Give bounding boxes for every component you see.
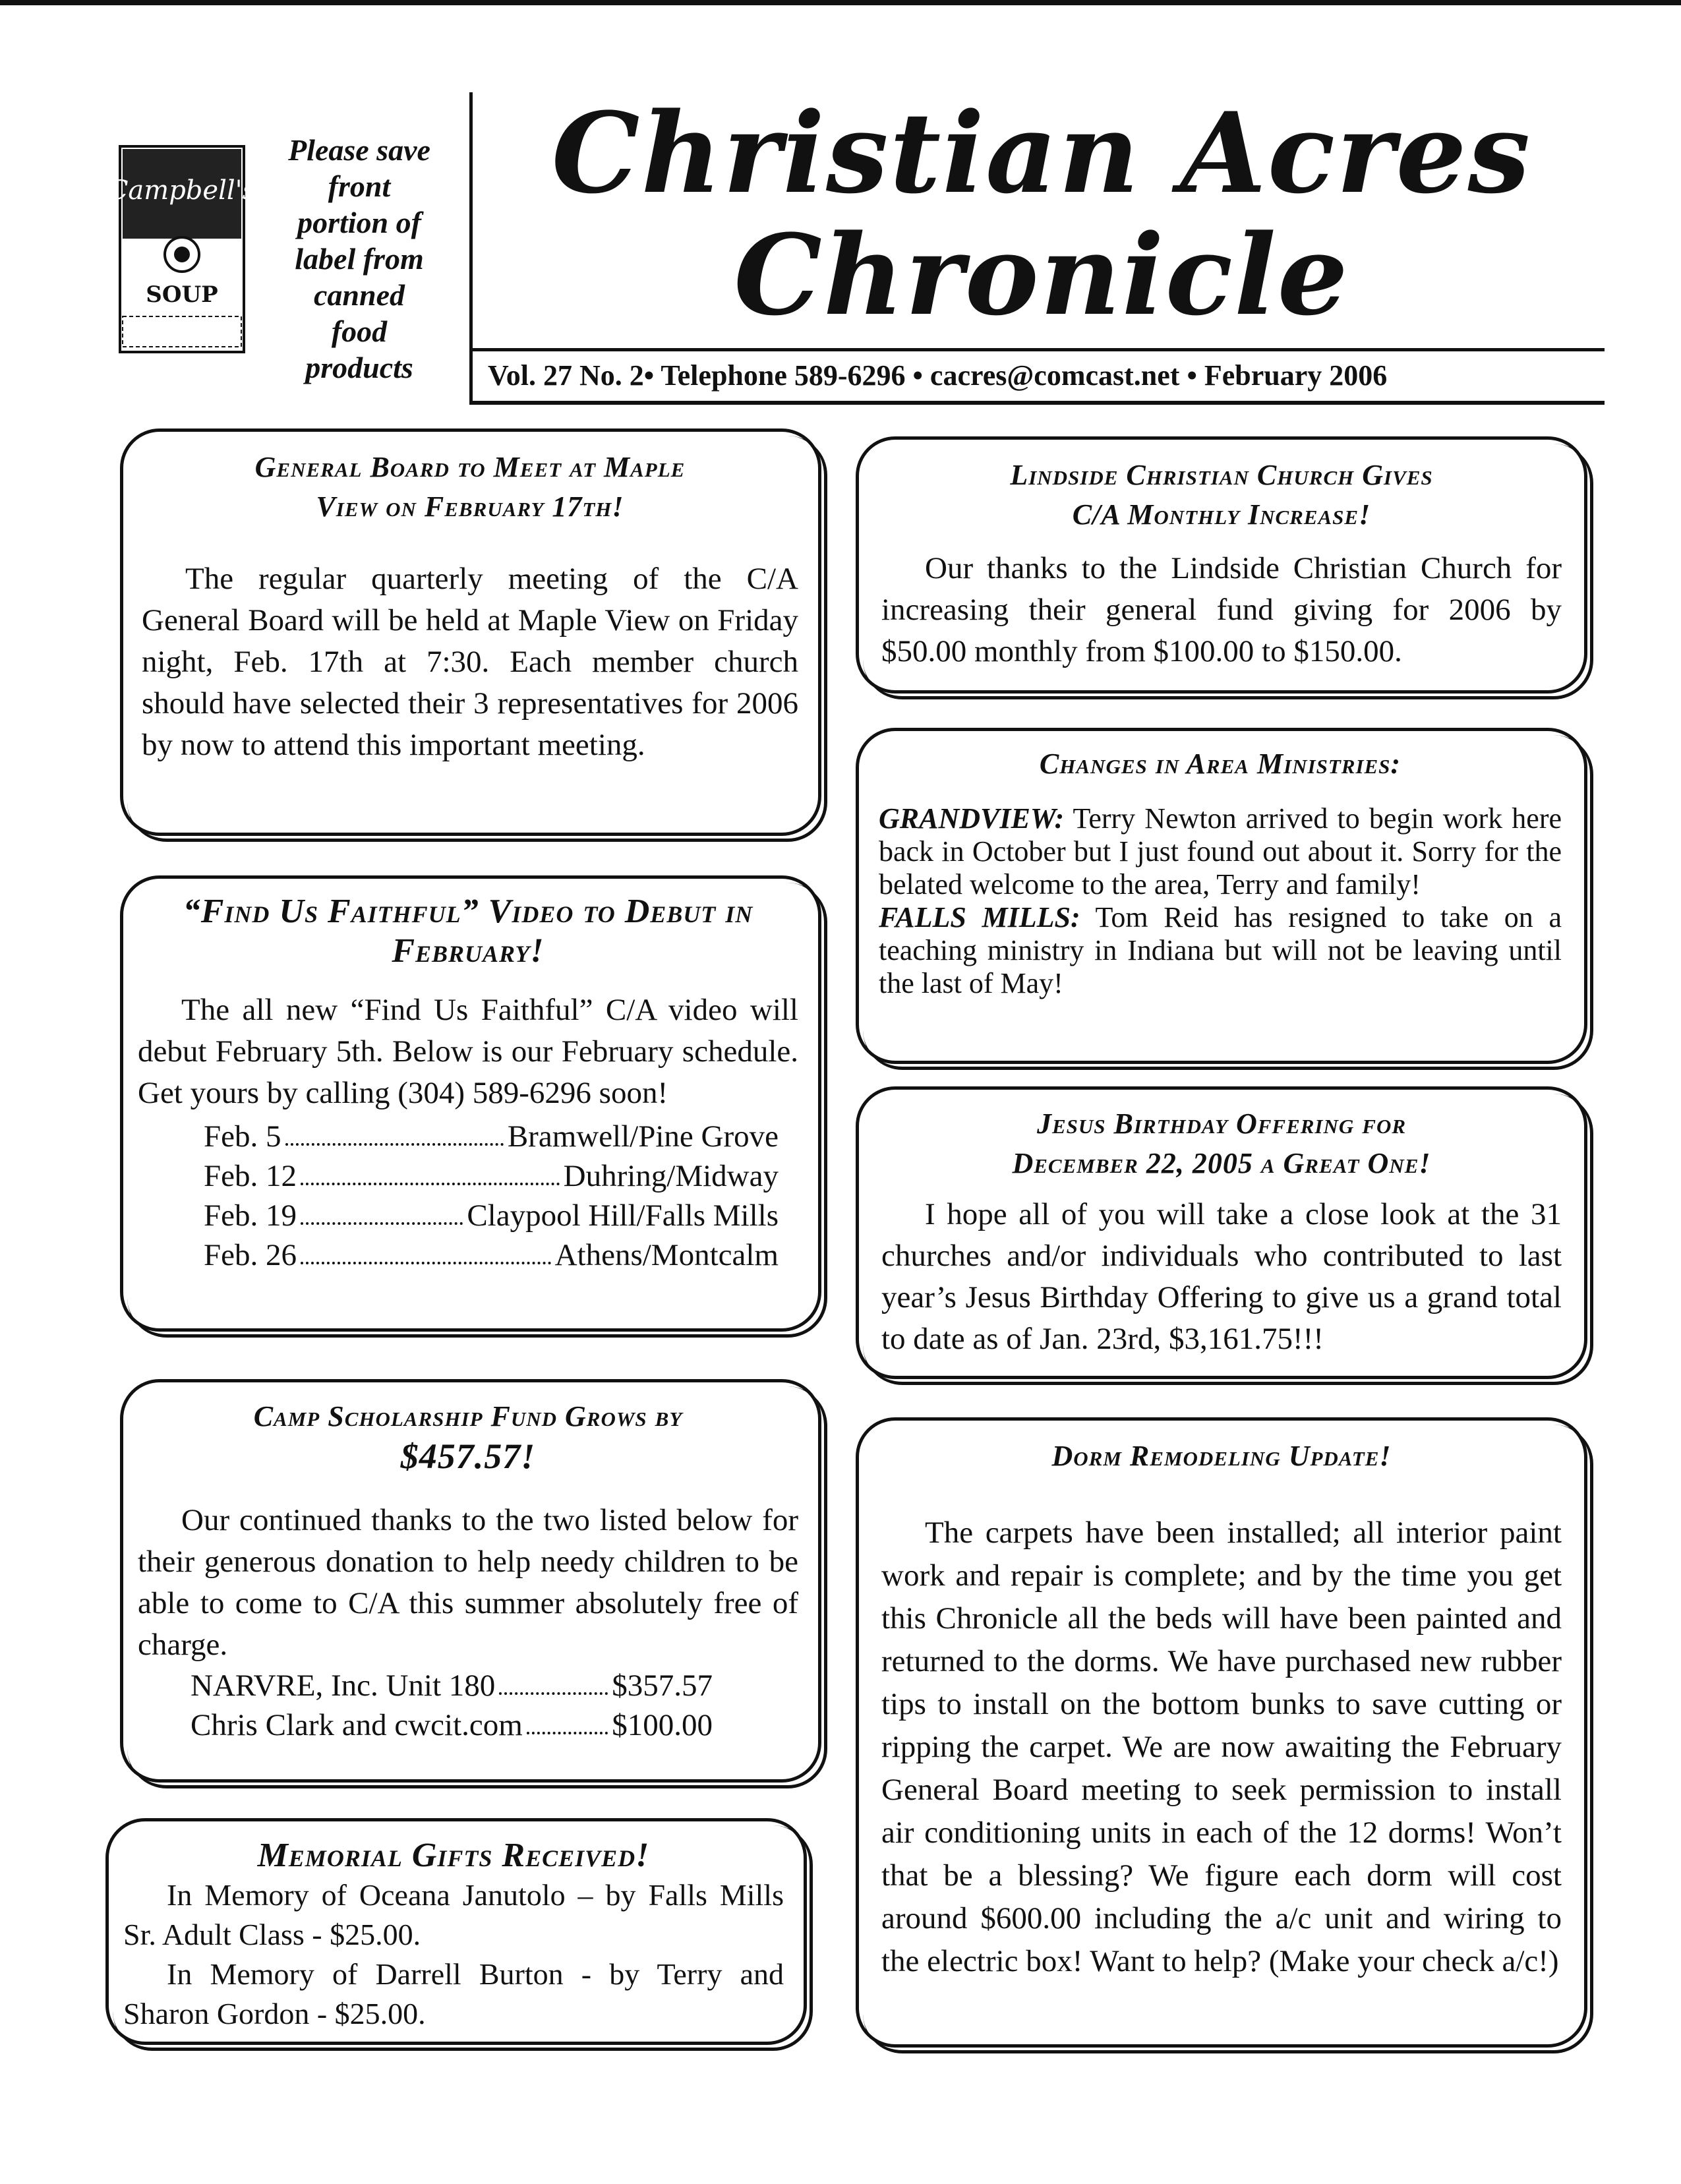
schedule-row xyxy=(138,1235,798,1275)
notice-line: products xyxy=(305,351,413,384)
header-divider xyxy=(469,92,473,402)
article-dorm-remodeling xyxy=(856,1417,1587,2048)
issue-info-line: Vol. 27 No. 2• Telephone 589-6296 • cacres@comcast.net • February 2006 xyxy=(488,359,1388,392)
schedule-row xyxy=(138,1196,798,1235)
schedule-place: Athens/Montcalm xyxy=(554,1238,779,1272)
article-video xyxy=(120,875,821,1332)
leader-dots xyxy=(301,1156,560,1185)
schedule-date: Feb. 26 xyxy=(204,1238,297,1272)
article-title: Changes in Area Ministries: xyxy=(1039,748,1401,780)
title-line: “Find Us Faithful” Video to Debut in xyxy=(183,893,753,930)
notice-line: label from xyxy=(295,242,424,276)
title-line: Jesus Birthday Offering for xyxy=(1036,1107,1407,1140)
can-brand: Campbell's xyxy=(107,175,256,206)
title-line: December 22, 2005 a Great One! xyxy=(1012,1147,1431,1179)
article-body: Our continued thanks to the two listed below for their generous donation to help needy children to be able to come to C/A this summer absolutely free of charge. xyxy=(138,1503,798,1662)
notice-line: canned xyxy=(314,278,405,312)
schedule-place: Claypool Hill/Falls Mills xyxy=(467,1198,779,1233)
label-notice xyxy=(260,132,458,386)
article-title xyxy=(881,1104,1562,1183)
title-line: February! xyxy=(392,932,545,970)
can-word: SOUP xyxy=(146,281,218,308)
info-rule-bottom xyxy=(469,401,1605,405)
leader-dots xyxy=(301,1196,463,1225)
article-lindside xyxy=(856,436,1587,694)
title-line: General Board to Meet at Maple xyxy=(254,451,686,483)
memorial-line: In Memory of Darrell Burton - by Terry and Sharon Gordon - $25.00. xyxy=(123,1957,784,2030)
ministry-item xyxy=(879,802,1562,901)
article-title: Dorm Remodeling Update! xyxy=(1051,1440,1392,1472)
notice-line: front xyxy=(328,169,391,203)
article-title xyxy=(881,456,1562,535)
notice-line: portion of xyxy=(297,206,421,239)
article-body: The regular quarterly meeting of the C/A General Board will be held at Maple View on Friday night, Feb. 17th at 7:30. Each member church should have selected their 3 representatives for 2006 by now to attend this important meeting. xyxy=(142,562,798,762)
ministry-item xyxy=(879,901,1562,1000)
leader-dots xyxy=(499,1666,608,1695)
masthead-line: Chronicle xyxy=(734,210,1349,340)
schedule-row xyxy=(138,1117,798,1156)
schedule-row xyxy=(138,1156,798,1196)
article-body: The carpets have been installed; all interior paint work and repair is complete; and by the time you get this Chronicle all the beds will have been painted and returned to the dorms. We have purchased new rubber tips to install on the bottom bunks to save cutting or ripping the carpet. We are now awaiting the February General Board meeting to seek permission to install air conditioning units in each of the 12 dorms! Won’t that be a blessing? We figure each dorm will cost around $600.00 including the a/c unit and wiring to the electric box! Want to help? (Make your check a/c!) xyxy=(881,1516,1562,1978)
leader-dots xyxy=(527,1705,608,1734)
memorial-line: In Memory of Oceana Janutolo – by Falls Mills Sr. Adult Class - $25.00. xyxy=(123,1878,784,1951)
article-title xyxy=(138,1397,798,1476)
masthead-line: Christian Acres xyxy=(551,88,1532,218)
article-title: Memorial Gifts Received! xyxy=(257,1837,650,1874)
title-line: Lindside Christian Church Gives xyxy=(1010,459,1433,491)
article-body: Our thanks to the Lindside Christian Church for increasing their general fund giving for 2006 by $50.00 monthly from $100.00 to $150.00. xyxy=(881,551,1562,668)
leader-dots xyxy=(285,1117,504,1146)
title-line: Camp Scholarship Fund Grows by xyxy=(253,1400,683,1432)
article-area-ministries xyxy=(856,728,1587,1064)
donor-row xyxy=(138,1666,798,1705)
schedule-date: Feb. 12 xyxy=(204,1159,297,1193)
title-line: View on February 17th! xyxy=(316,490,624,523)
article-title xyxy=(138,892,798,971)
article-camp-scholarship xyxy=(120,1379,821,1783)
schedule-date: Feb. 5 xyxy=(204,1119,281,1154)
notice-line: Please save xyxy=(288,133,430,167)
article-jesus-birthday xyxy=(856,1086,1587,1379)
ministry-location: FALLS MILLS: xyxy=(879,901,1080,933)
article-general-board xyxy=(120,428,821,836)
schedule-date: Feb. 19 xyxy=(204,1198,297,1233)
schedule-place: Duhring/Midway xyxy=(563,1159,779,1193)
top-border xyxy=(0,0,1681,5)
donor-amount: $357.57 xyxy=(612,1668,713,1703)
notice-line: food xyxy=(331,314,388,348)
donor-amount: $100.00 xyxy=(612,1708,713,1742)
donor-name: Chris Clark and cwcit.com xyxy=(191,1708,523,1742)
donor-name: NARVRE, Inc. Unit 180 xyxy=(191,1668,496,1703)
ministry-location: GRANDVIEW: xyxy=(879,802,1065,835)
soup-can-icon xyxy=(107,144,256,355)
info-rule-top xyxy=(469,348,1605,351)
article-body: The all new “Find Us Faithful” C/A video will debut February 5th. Below is our February schedule. Get yours by calling (304) 589-6296 soon! xyxy=(138,993,798,1110)
title-line: $457.57! xyxy=(400,1436,536,1476)
article-title xyxy=(142,448,798,527)
donor-row xyxy=(138,1705,798,1745)
schedule-place: Bramwell/Pine Grove xyxy=(507,1119,779,1154)
article-body: I hope all of you will take a close look at the 31 churches and/or individuals who contributed to last year’s Jesus Birthday Offering to give us a grand total to date as of Jan. 23rd, $3,161.75!!! xyxy=(881,1197,1562,1356)
article-memorial-gifts xyxy=(105,1818,807,2045)
ministry-text: Terry Newton arrived to begin work here back in October but I just found out about it. Sorry for the belated welcome to the area, Terry and family! xyxy=(879,802,1562,900)
masthead-title xyxy=(481,88,1602,340)
leader-dots xyxy=(301,1235,551,1264)
ministry-text: Tom Reid has resigned to take on a teaching ministry in Indiana but will not be leaving until the last of May! xyxy=(879,901,1562,999)
donor-list xyxy=(138,1666,798,1745)
title-line: C/A Monthly Increase! xyxy=(1072,498,1371,531)
video-schedule xyxy=(138,1117,798,1275)
